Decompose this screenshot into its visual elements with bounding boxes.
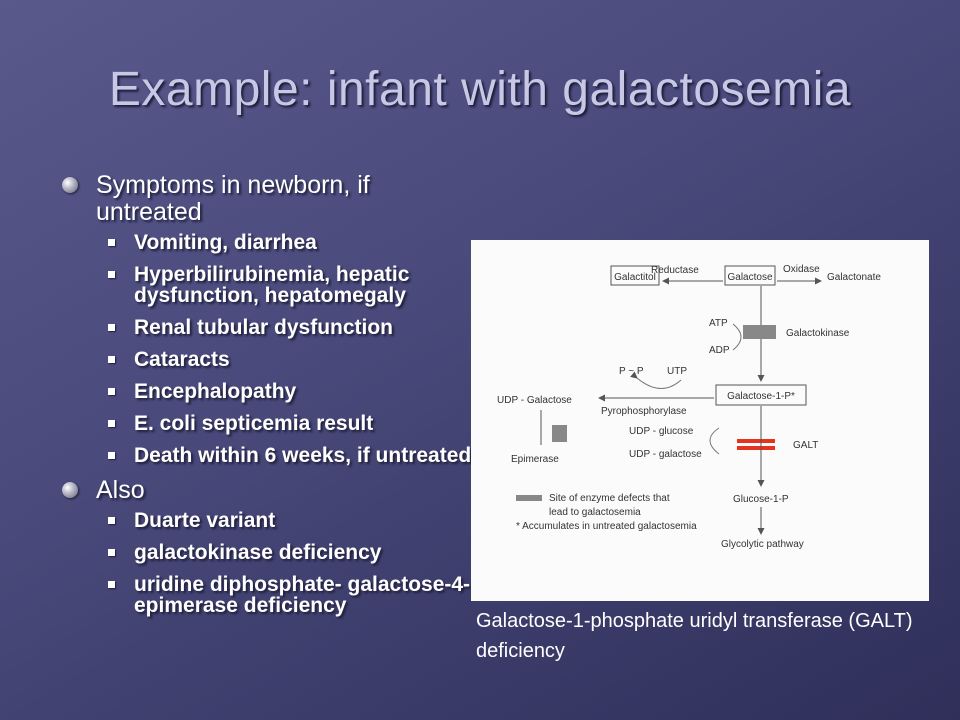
bullet-ball-icon	[62, 482, 78, 498]
square-bullet-icon	[108, 420, 115, 427]
sub-bullet-text: Death within 6 weeks, if untreated	[134, 444, 472, 467]
pp-utp-curve	[637, 378, 681, 389]
sub-bullet	[108, 232, 482, 253]
udp-glucose-label: UDP - glucose	[629, 426, 694, 437]
sub-bullet	[108, 381, 482, 402]
galt-label: GALT	[793, 440, 819, 451]
pyrophosphorylase-label: Pyrophosphorylase	[601, 406, 687, 417]
udp-galactose-label: UDP - Galactose	[497, 395, 572, 406]
bullet-ball-icon	[62, 177, 78, 193]
square-bullet-icon	[108, 517, 115, 524]
galactose-1-p-label: Galactose-1-P*	[727, 391, 795, 402]
sub-bullet	[108, 264, 482, 306]
pp-label: P ~ P	[619, 366, 644, 377]
sub-bullet-text: Cataracts	[134, 348, 230, 371]
sub-bullet	[108, 574, 482, 616]
bullet-text: Also	[96, 476, 145, 504]
sub-bullet	[108, 445, 482, 466]
sub-bullet-text: uridine diphosphate- galactose-4-epimerase deficiency	[134, 573, 471, 617]
sub-bullet-text: E. coli septicemia result	[134, 412, 374, 435]
atp-label: ATP	[709, 318, 728, 329]
square-bullet-icon	[108, 452, 115, 459]
sub-bullet-text: Vomiting, diarrhea	[134, 231, 317, 254]
square-bullet-icon	[108, 549, 115, 556]
sub-bullet-text: Duarte variant	[134, 509, 276, 532]
galactitol-label: Galactitol	[614, 272, 656, 283]
galactose-label: Galactose	[727, 272, 773, 283]
galactonate-label: Galactonate	[827, 272, 881, 283]
slide-title: Example: infant with galactosemia	[108, 63, 852, 116]
square-bullet-icon	[108, 324, 115, 331]
legend-swatch	[516, 495, 542, 501]
galt-curve	[710, 428, 719, 454]
bullet-also	[62, 477, 482, 504]
epimerase-label: Epimerase	[511, 454, 559, 465]
galt-defect-marker-bottom	[737, 446, 775, 450]
glycolytic-label: Glycolytic pathway	[721, 539, 804, 550]
adp-label: ADP	[709, 345, 730, 356]
square-bullet-icon	[108, 388, 115, 395]
square-bullet-icon	[108, 581, 115, 588]
legend-line2: lead to galactosemia	[549, 507, 641, 518]
galt-defect-marker-top	[737, 439, 775, 443]
sub-bullet	[108, 317, 482, 338]
glucose-1-p-label: Glucose-1-P	[733, 494, 789, 505]
bullet-list	[62, 172, 482, 627]
oxidase-label: Oxidase	[783, 264, 820, 275]
square-bullet-icon	[108, 271, 115, 278]
bullet-text: Symptoms in newborn, if untreated	[96, 171, 370, 226]
reductase-label: Reductase	[651, 265, 699, 276]
legend-note: * Accumulates in untreated galactosemia	[516, 521, 697, 532]
sub-bullet	[108, 510, 482, 531]
legend-line1: Site of enzyme defects that	[549, 493, 670, 504]
sub-bullet	[108, 349, 482, 370]
square-bullet-icon	[108, 356, 115, 363]
sub-bullet	[108, 413, 482, 434]
utp-label: UTP	[667, 366, 687, 377]
udp-galactose-lower-label: UDP - galactose	[629, 449, 702, 460]
sub-bullet-text: galactokinase deficiency	[134, 541, 382, 564]
bullet-symptoms	[62, 172, 482, 226]
galactokinase-defect-marker	[743, 325, 776, 339]
sub-bullet-text: Hyperbilirubinemia, hepatic dysfunction, hepatomegaly	[134, 263, 410, 307]
figure-caption: Galactose-1-phosphate uridyl transferase (GALT) deficiency	[476, 610, 913, 662]
atp-adp-curve	[733, 324, 741, 350]
square-bullet-icon	[108, 239, 115, 246]
sub-bullet-text: Renal tubular dysfunction	[134, 316, 394, 339]
galactose-pathway-diagram	[471, 240, 929, 601]
epimerase-defect-marker	[552, 425, 567, 442]
galactokinase-label: Galactokinase	[786, 328, 850, 339]
sub-bullet-text: Encephalopathy	[134, 380, 297, 403]
sub-bullet	[108, 542, 482, 563]
